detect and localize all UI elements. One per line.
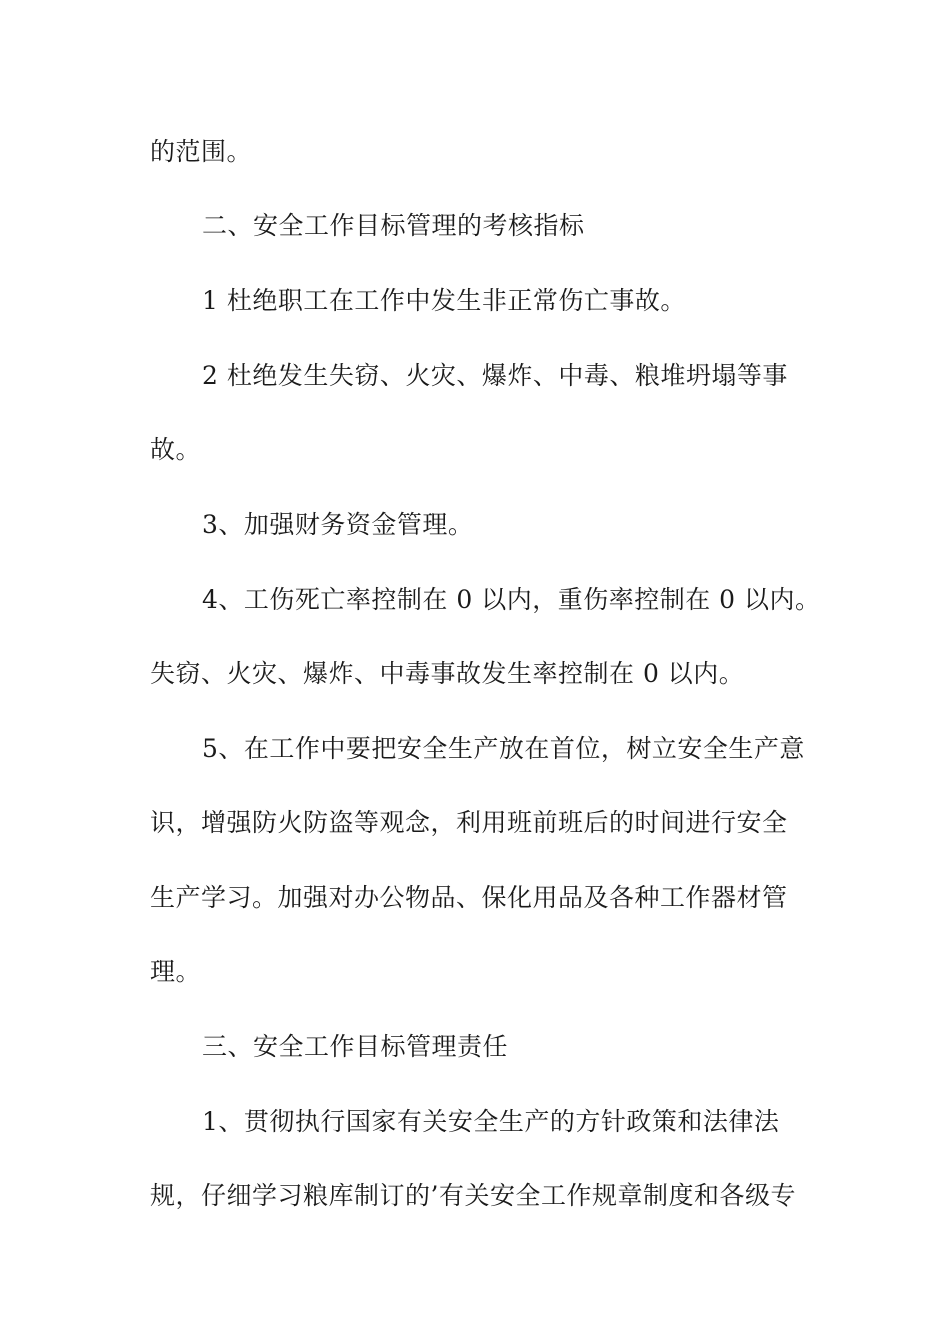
text-line: 的范围。 [150, 137, 253, 166]
text-line: 2 杜绝发生失窃、火灾、爆炸、中毒、粮堆坍塌等事 [202, 361, 788, 390]
text-line: 故。 [150, 435, 202, 464]
text-line: 失窃、火灾、爆炸、中毒事故发生率控制在 0 以内。 [150, 659, 745, 688]
text-line: 生产学习。加强对办公物品、保化用品及各种工作器材管 [150, 883, 788, 912]
section-heading: 三、安全工作目标管理责任 [202, 1032, 509, 1061]
text-line: 识，增强防火防盗等观念，利用班前班后的时间进行安全 [150, 808, 788, 837]
text-line: 5、在工作中要把安全生产放在首位，树立安全生产意 [202, 734, 805, 763]
text-line: 1、贯彻执行国家有关安全生产的方针政策和法律法 [202, 1107, 780, 1136]
section-heading: 二、安全工作目标管理的考核指标 [202, 211, 585, 240]
text-line: 3、加强财务资金管理。 [202, 510, 474, 539]
text-line: 4、工伤死亡率控制在 0 以内，重伤率控制在 0 以内。 [202, 585, 821, 614]
text-line: 理。 [150, 957, 202, 986]
text-line: 1 杜绝职工在工作中发生非正常伤亡事故。 [202, 286, 686, 315]
text-line: 规，仔细学习粮库制订的’有关安全工作规章制度和各级专 [150, 1181, 796, 1210]
